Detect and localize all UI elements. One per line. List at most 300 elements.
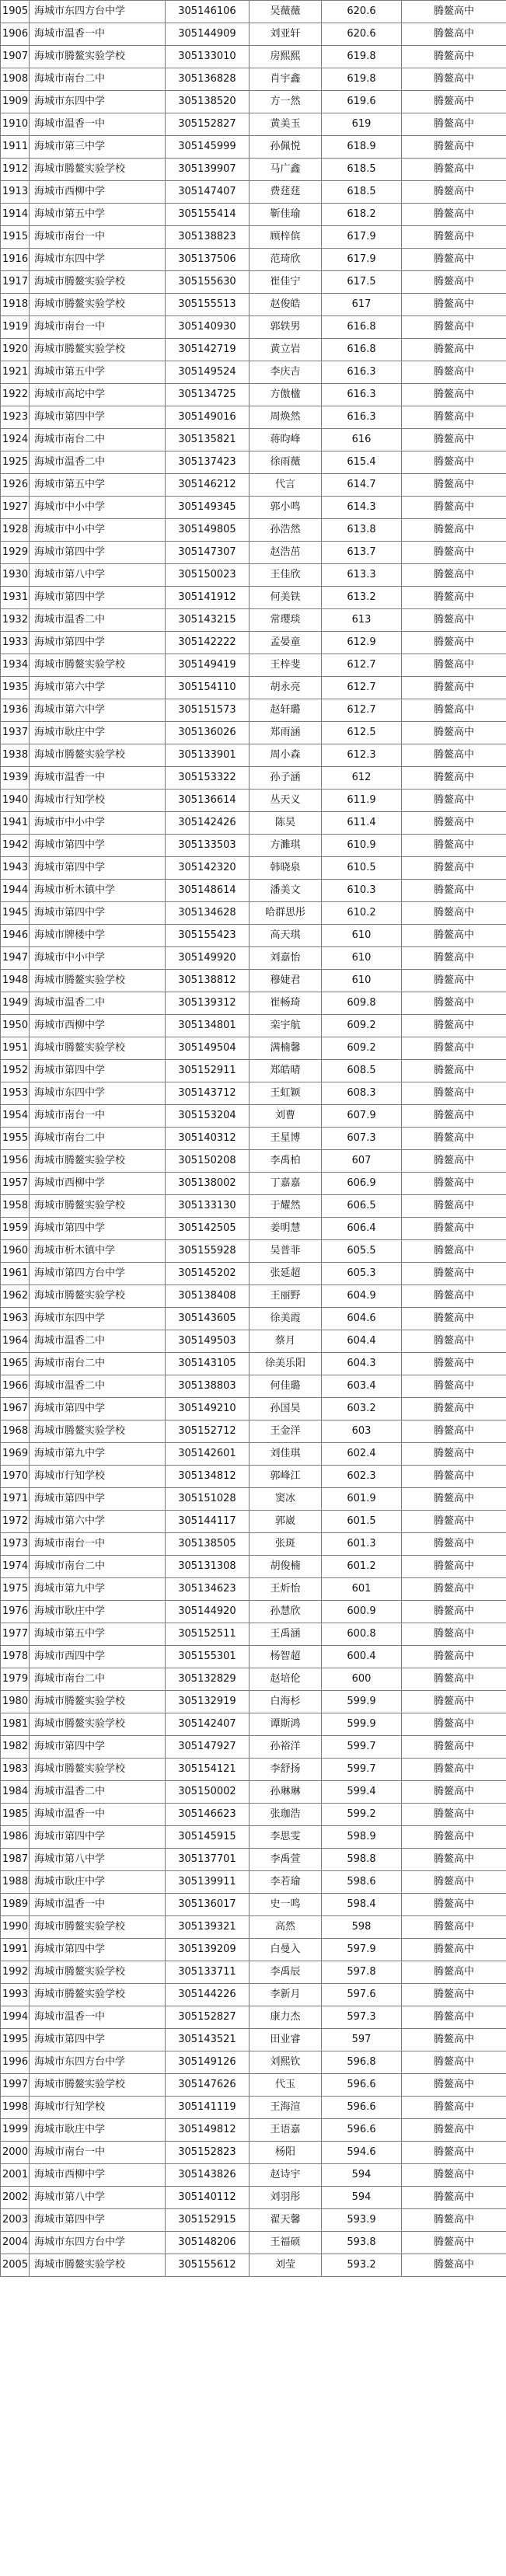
school-cell: 海城市第五中学 [30, 361, 166, 384]
row-number-cell: 1914 [1, 204, 30, 226]
exam-id-cell: 305144909 [166, 23, 250, 46]
score-cell: 597 [322, 2029, 402, 2051]
school-cell: 海城市东四方台中学 [30, 2051, 166, 2074]
exam-id-cell: 305142505 [166, 1218, 250, 1240]
admitted-school-cell: 腾鳌高中 [402, 339, 506, 361]
school-cell: 海城市中小中学 [30, 812, 166, 835]
row-number-cell: 1990 [1, 1916, 30, 1939]
student-name-cell: 史一鸣 [250, 1894, 322, 1916]
table-row [1, 226, 506, 249]
exam-id-cell: 305143605 [166, 1308, 250, 1330]
score-cell: 609.2 [322, 1037, 402, 1060]
student-name-cell: 孙佩悦 [250, 136, 322, 159]
school-cell: 海城市腾鳌实验学校 [30, 1961, 166, 1984]
student-name-cell: 王虹颖 [250, 1082, 322, 1105]
score-cell: 613.3 [322, 564, 402, 587]
school-cell: 海城市腾鳌实验学校 [30, 654, 166, 677]
score-cell: 618.5 [322, 159, 402, 181]
admitted-school-cell: 腾鳌高中 [402, 1488, 506, 1511]
admitted-school-cell: 腾鳌高中 [402, 1353, 506, 1375]
score-cell: 617.5 [322, 271, 402, 294]
row-number-cell: 1935 [1, 677, 30, 699]
admitted-school-cell: 腾鳌高中 [402, 677, 506, 699]
row-number-cell: 1937 [1, 722, 30, 744]
student-name-cell: 哈群思彤 [250, 902, 322, 925]
row-number-cell: 1991 [1, 1939, 30, 1961]
row-number-cell: 1926 [1, 474, 30, 497]
student-name-cell: 刘莹 [250, 2254, 322, 2277]
admitted-school-cell: 腾鳌高中 [402, 1195, 506, 1218]
score-cell: 612.9 [322, 632, 402, 654]
student-name-cell: 王禹涵 [250, 1623, 322, 1646]
row-number-cell: 1924 [1, 429, 30, 451]
table-row [1, 812, 506, 835]
exam-id-cell: 305133503 [166, 835, 250, 857]
table-row [1, 1218, 506, 1240]
student-name-cell: 周焕然 [250, 406, 322, 429]
school-cell: 海城市耿庄中学 [30, 1871, 166, 1894]
admitted-school-cell: 腾鳌高中 [402, 1082, 506, 1105]
score-cell: 616.3 [322, 384, 402, 406]
student-name-cell: 郑皓晴 [250, 1060, 322, 1082]
exam-id-cell: 305150002 [166, 1781, 250, 1804]
table-row [1, 46, 506, 68]
table-row [1, 722, 506, 744]
row-number-cell: 1971 [1, 1488, 30, 1511]
row-number-cell: 1983 [1, 1759, 30, 1781]
student-name-cell: 郭峰江 [250, 1466, 322, 1488]
score-cell: 609.8 [322, 992, 402, 1015]
school-cell: 海城市腾鳌实验学校 [30, 1916, 166, 1939]
school-cell: 海城市第五中学 [30, 474, 166, 497]
admitted-school-cell: 腾鳌高中 [402, 2142, 506, 2164]
score-cell: 613.7 [322, 542, 402, 564]
student-name-cell: 代言 [250, 474, 322, 497]
row-number-cell: 1984 [1, 1781, 30, 1804]
school-cell: 海城市腾鳌实验学校 [30, 339, 166, 361]
score-cell: 603.2 [322, 1398, 402, 1420]
student-name-cell: 徐美霞 [250, 1308, 322, 1330]
school-cell: 海城市第六中学 [30, 1511, 166, 1533]
row-number-cell: 1994 [1, 2006, 30, 2029]
score-cell: 606.9 [322, 1173, 402, 1195]
table-row [1, 2232, 506, 2254]
score-cell: 594 [322, 2164, 402, 2187]
table-row [1, 294, 506, 316]
school-cell: 海城市第五中学 [30, 204, 166, 226]
school-cell: 海城市西四中学 [30, 1646, 166, 1668]
row-number-cell: 1919 [1, 316, 30, 339]
student-name-cell: 何佳璐 [250, 1375, 322, 1398]
table-row [1, 1736, 506, 1759]
school-cell: 海城市耿庄中学 [30, 722, 166, 744]
student-name-cell: 康力杰 [250, 2006, 322, 2029]
table-row [1, 204, 506, 226]
table-row [1, 880, 506, 902]
row-number-cell: 1978 [1, 1646, 30, 1668]
exam-id-cell: 305152511 [166, 1623, 250, 1646]
score-cell: 612.5 [322, 722, 402, 744]
score-cell: 600.8 [322, 1623, 402, 1646]
row-number-cell: 1963 [1, 1308, 30, 1330]
table-row [1, 249, 506, 271]
admitted-school-cell: 腾鳌高中 [402, 1578, 506, 1601]
admitted-school-cell: 腾鳌高中 [402, 249, 506, 271]
exam-id-cell: 305152827 [166, 2006, 250, 2029]
school-cell: 海城市温香一中 [30, 23, 166, 46]
row-number-cell: 1918 [1, 294, 30, 316]
school-cell: 海城市腾鳌实验学校 [30, 1759, 166, 1781]
student-name-cell: 田业睿 [250, 2029, 322, 2051]
admitted-school-cell: 腾鳌高中 [402, 1466, 506, 1488]
exam-id-cell: 305133901 [166, 744, 250, 767]
student-name-cell: 赵诗宇 [250, 2164, 322, 2187]
student-name-cell: 顾梓傧 [250, 226, 322, 249]
student-name-cell: 李若瑜 [250, 1871, 322, 1894]
student-name-cell: 丁嘉嘉 [250, 1173, 322, 1195]
admitted-school-cell: 腾鳌高中 [402, 2209, 506, 2232]
school-cell: 海城市第四中学 [30, 1060, 166, 1082]
exam-id-cell: 305138803 [166, 1375, 250, 1398]
score-cell: 596.6 [322, 2074, 402, 2097]
school-cell: 海城市东四中学 [30, 1308, 166, 1330]
exam-id-cell: 305134801 [166, 1015, 250, 1037]
table-row [1, 992, 506, 1015]
admitted-school-cell: 腾鳌高中 [402, 1330, 506, 1353]
school-cell: 海城市耿庄中学 [30, 1601, 166, 1623]
student-name-cell: 窦冰 [250, 1488, 322, 1511]
table-row [1, 339, 506, 361]
score-cell: 616.3 [322, 361, 402, 384]
admitted-school-cell: 腾鳌高中 [402, 113, 506, 136]
school-cell: 海城市南台一中 [30, 226, 166, 249]
student-name-cell: 范琦欣 [250, 249, 322, 271]
score-cell: 596.8 [322, 2051, 402, 2074]
school-cell: 海城市温香一中 [30, 1804, 166, 1826]
row-number-cell: 1910 [1, 113, 30, 136]
row-number-cell: 1916 [1, 249, 30, 271]
score-cell: 610 [322, 970, 402, 992]
student-name-cell: 李庆吉 [250, 361, 322, 384]
admitted-school-cell: 腾鳌高中 [402, 46, 506, 68]
row-number-cell: 1988 [1, 1871, 30, 1894]
score-cell: 618.5 [322, 181, 402, 204]
table-row [1, 1308, 506, 1330]
school-cell: 海城市第六中学 [30, 677, 166, 699]
school-cell: 海城市第四中学 [30, 1736, 166, 1759]
exam-id-cell: 305146106 [166, 1, 250, 23]
row-number-cell: 1925 [1, 451, 30, 474]
exam-id-cell: 305152823 [166, 2142, 250, 2164]
table-row [1, 1330, 506, 1353]
exam-id-cell: 305136828 [166, 68, 250, 91]
table-row [1, 316, 506, 339]
table-row [1, 1240, 506, 1263]
exam-id-cell: 305144117 [166, 1511, 250, 1533]
school-cell: 海城市析木镇中学 [30, 1240, 166, 1263]
school-cell: 海城市南台二中 [30, 1556, 166, 1578]
school-cell: 海城市行知学校 [30, 790, 166, 812]
table-row [1, 1511, 506, 1533]
admitted-school-cell: 腾鳌高中 [402, 992, 506, 1015]
row-number-cell: 1986 [1, 1826, 30, 1849]
score-cell: 613.2 [322, 587, 402, 609]
exam-id-cell: 305133130 [166, 1195, 250, 1218]
row-number-cell: 1929 [1, 542, 30, 564]
admitted-school-cell: 腾鳌高中 [402, 812, 506, 835]
exam-id-cell: 305131308 [166, 1556, 250, 1578]
score-cell: 604.3 [322, 1353, 402, 1375]
admitted-school-cell: 腾鳌高中 [402, 474, 506, 497]
score-cell: 600.9 [322, 1601, 402, 1623]
exam-id-cell: 305152911 [166, 1060, 250, 1082]
table-row [1, 1420, 506, 1443]
row-number-cell: 1933 [1, 632, 30, 654]
table-row [1, 1173, 506, 1195]
score-cell: 593.8 [322, 2232, 402, 2254]
exam-id-cell: 305138408 [166, 1285, 250, 1308]
student-name-cell: 翟天馨 [250, 2209, 322, 2232]
student-name-cell: 郭崴 [250, 1511, 322, 1533]
school-cell: 海城市腾鳌实验学校 [30, 2254, 166, 2277]
student-name-cell: 蒋昀峰 [250, 429, 322, 451]
student-name-cell: 李舒扬 [250, 1759, 322, 1781]
exam-id-cell: 305149503 [166, 1330, 250, 1353]
row-number-cell: 1917 [1, 271, 30, 294]
student-name-cell: 马广鑫 [250, 159, 322, 181]
table-row [1, 1984, 506, 2006]
table-row [1, 2006, 506, 2029]
exam-id-cell: 305147407 [166, 181, 250, 204]
exam-id-cell: 305133711 [166, 1961, 250, 1984]
school-cell: 海城市东四方台中学 [30, 2232, 166, 2254]
row-number-cell: 2001 [1, 2164, 30, 2187]
school-cell: 海城市南台一中 [30, 1533, 166, 1556]
admitted-school-cell: 腾鳌高中 [402, 294, 506, 316]
row-number-cell: 1915 [1, 226, 30, 249]
admitted-school-cell: 腾鳌高中 [402, 159, 506, 181]
table-row [1, 542, 506, 564]
student-name-cell: 代玉 [250, 2074, 322, 2097]
table-row [1, 1, 506, 23]
row-number-cell: 1923 [1, 406, 30, 429]
school-cell: 海城市第八中学 [30, 1849, 166, 1871]
school-cell: 海城市南台一中 [30, 2142, 166, 2164]
row-number-cell: 1949 [1, 992, 30, 1015]
row-number-cell: 1951 [1, 1037, 30, 1060]
score-cell: 612 [322, 767, 402, 790]
row-number-cell: 1939 [1, 767, 30, 790]
admitted-school-cell: 腾鳌高中 [402, 1939, 506, 1961]
score-cell: 614.7 [322, 474, 402, 497]
school-cell: 海城市腾鳌实验学校 [30, 1984, 166, 2006]
admitted-school-cell: 腾鳌高中 [402, 587, 506, 609]
table-row [1, 1353, 506, 1375]
student-name-cell: 白海杉 [250, 1691, 322, 1713]
score-cell: 601.3 [322, 1533, 402, 1556]
score-cell: 612.7 [322, 699, 402, 722]
table-row [1, 677, 506, 699]
student-name-cell: 崔畅琦 [250, 992, 322, 1015]
admitted-school-cell: 腾鳌高中 [402, 1150, 506, 1173]
admitted-school-cell: 腾鳌高中 [402, 1511, 506, 1533]
exam-id-cell: 305139911 [166, 1871, 250, 1894]
row-number-cell: 1987 [1, 1849, 30, 1871]
school-cell: 海城市南台二中 [30, 1353, 166, 1375]
student-name-cell: 王星博 [250, 1128, 322, 1150]
row-number-cell: 1959 [1, 1218, 30, 1240]
exam-id-cell: 305152827 [166, 113, 250, 136]
row-number-cell: 1922 [1, 384, 30, 406]
admitted-school-cell: 腾鳌高中 [402, 1826, 506, 1849]
table-row [1, 1105, 506, 1128]
row-number-cell: 1993 [1, 1984, 30, 2006]
table-row [1, 654, 506, 677]
school-cell: 海城市东四中学 [30, 91, 166, 113]
score-cell: 599.7 [322, 1736, 402, 1759]
row-number-cell: 2002 [1, 2187, 30, 2209]
row-number-cell: 1931 [1, 587, 30, 609]
exam-id-cell: 305134725 [166, 384, 250, 406]
row-number-cell: 1973 [1, 1533, 30, 1556]
table-row [1, 1578, 506, 1601]
student-name-cell: 费莛莛 [250, 181, 322, 204]
exam-id-cell: 305143521 [166, 2029, 250, 2051]
student-name-cell: 方濉琪 [250, 835, 322, 857]
student-name-cell: 丛天义 [250, 790, 322, 812]
school-cell: 海城市第四方台中学 [30, 1263, 166, 1285]
score-cell: 620.6 [322, 1, 402, 23]
row-number-cell: 1977 [1, 1623, 30, 1646]
table-row [1, 68, 506, 91]
school-cell: 海城市南台一中 [30, 316, 166, 339]
school-cell: 海城市腾鳌实验学校 [30, 1150, 166, 1173]
student-name-cell: 韩晓泉 [250, 857, 322, 880]
student-name-cell: 孙裕洋 [250, 1736, 322, 1759]
score-cell: 612.7 [322, 654, 402, 677]
table-row [1, 1939, 506, 1961]
table-row [1, 519, 506, 542]
admitted-school-cell: 腾鳌高中 [402, 1128, 506, 1150]
student-name-cell: 王丽野 [250, 1285, 322, 1308]
table-row [1, 1556, 506, 1578]
row-number-cell: 1958 [1, 1195, 30, 1218]
score-cell: 601.5 [322, 1511, 402, 1533]
row-number-cell: 1955 [1, 1128, 30, 1150]
exam-id-cell: 305132829 [166, 1668, 250, 1691]
admitted-school-cell: 腾鳌高中 [402, 880, 506, 902]
student-name-cell: 孙国昊 [250, 1398, 322, 1420]
exam-id-cell: 305132919 [166, 1691, 250, 1713]
row-number-cell: 1908 [1, 68, 30, 91]
student-name-cell: 王佳欣 [250, 564, 322, 587]
table-row [1, 790, 506, 812]
score-cell: 617 [322, 294, 402, 316]
table-row [1, 1691, 506, 1713]
table-row [1, 835, 506, 857]
exam-id-cell: 305151028 [166, 1488, 250, 1511]
row-number-cell: 1989 [1, 1894, 30, 1916]
score-cell: 616.8 [322, 339, 402, 361]
student-name-cell: 王语嘉 [250, 2119, 322, 2142]
row-number-cell: 1932 [1, 609, 30, 632]
admitted-school-cell: 腾鳌高中 [402, 1533, 506, 1556]
admitted-school-cell: 腾鳌高中 [402, 1398, 506, 1420]
exam-id-cell: 305149126 [166, 2051, 250, 2074]
table-body [1, 1, 506, 2277]
school-cell: 海城市中小中学 [30, 519, 166, 542]
row-number-cell: 1911 [1, 136, 30, 159]
table-row [1, 271, 506, 294]
admitted-school-cell: 腾鳌高中 [402, 2074, 506, 2097]
admitted-school-cell: 腾鳌高中 [402, 1, 506, 23]
student-name-cell: 王梓斐 [250, 654, 322, 677]
school-cell: 海城市第四中学 [30, 1218, 166, 1240]
school-cell: 海城市温香二中 [30, 1375, 166, 1398]
student-name-cell: 满楠馨 [250, 1037, 322, 1060]
score-cell: 596.6 [322, 2119, 402, 2142]
row-number-cell: 1969 [1, 1443, 30, 1466]
table-row [1, 1443, 506, 1466]
exam-id-cell: 305142407 [166, 1713, 250, 1736]
score-cell: 598.8 [322, 1849, 402, 1871]
table-row [1, 1871, 506, 1894]
student-name-cell: 张延超 [250, 1263, 322, 1285]
school-cell: 海城市温香一中 [30, 113, 166, 136]
table-row [1, 1961, 506, 1984]
admitted-school-cell: 腾鳌高中 [402, 1894, 506, 1916]
student-name-cell: 陈昊 [250, 812, 322, 835]
score-cell: 618.9 [322, 136, 402, 159]
school-cell: 海城市腾鳌实验学校 [30, 159, 166, 181]
exam-id-cell: 305142601 [166, 1443, 250, 1466]
admitted-school-cell: 腾鳌高中 [402, 1443, 506, 1466]
exam-id-cell: 305149210 [166, 1398, 250, 1420]
score-cell: 599.9 [322, 1713, 402, 1736]
student-name-cell: 胡俊楠 [250, 1556, 322, 1578]
table-row [1, 91, 506, 113]
school-cell: 海城市第六中学 [30, 699, 166, 722]
row-number-cell: 1961 [1, 1263, 30, 1285]
admitted-school-cell: 腾鳌高中 [402, 857, 506, 880]
admitted-school-cell: 腾鳌高中 [402, 609, 506, 632]
row-number-cell: 1985 [1, 1804, 30, 1826]
exam-id-cell: 305147927 [166, 1736, 250, 1759]
exam-id-cell: 305147626 [166, 2074, 250, 2097]
school-cell: 海城市西柳中学 [30, 1015, 166, 1037]
exam-id-cell: 305138002 [166, 1173, 250, 1195]
exam-id-cell: 305137506 [166, 249, 250, 271]
exam-id-cell: 305139312 [166, 992, 250, 1015]
school-cell: 海城市腾鳌实验学校 [30, 1713, 166, 1736]
row-number-cell: 1998 [1, 2097, 30, 2119]
row-number-cell: 1945 [1, 902, 30, 925]
student-name-cell: 高然 [250, 1916, 322, 1939]
score-cell: 599.2 [322, 1804, 402, 1826]
row-number-cell: 1944 [1, 880, 30, 902]
student-name-cell: 蔡月 [250, 1330, 322, 1353]
student-name-cell: 孙子涵 [250, 767, 322, 790]
student-name-cell: 杨阳 [250, 2142, 322, 2164]
score-cell: 598 [322, 1916, 402, 1939]
score-cell: 602.4 [322, 1443, 402, 1466]
student-name-cell: 徐雨薇 [250, 451, 322, 474]
admitted-school-cell: 腾鳌高中 [402, 947, 506, 970]
score-cell: 593.9 [322, 2209, 402, 2232]
student-name-cell: 王海渲 [250, 2097, 322, 2119]
admitted-school-cell: 腾鳌高中 [402, 1871, 506, 1894]
admitted-school-cell: 腾鳌高中 [402, 564, 506, 587]
